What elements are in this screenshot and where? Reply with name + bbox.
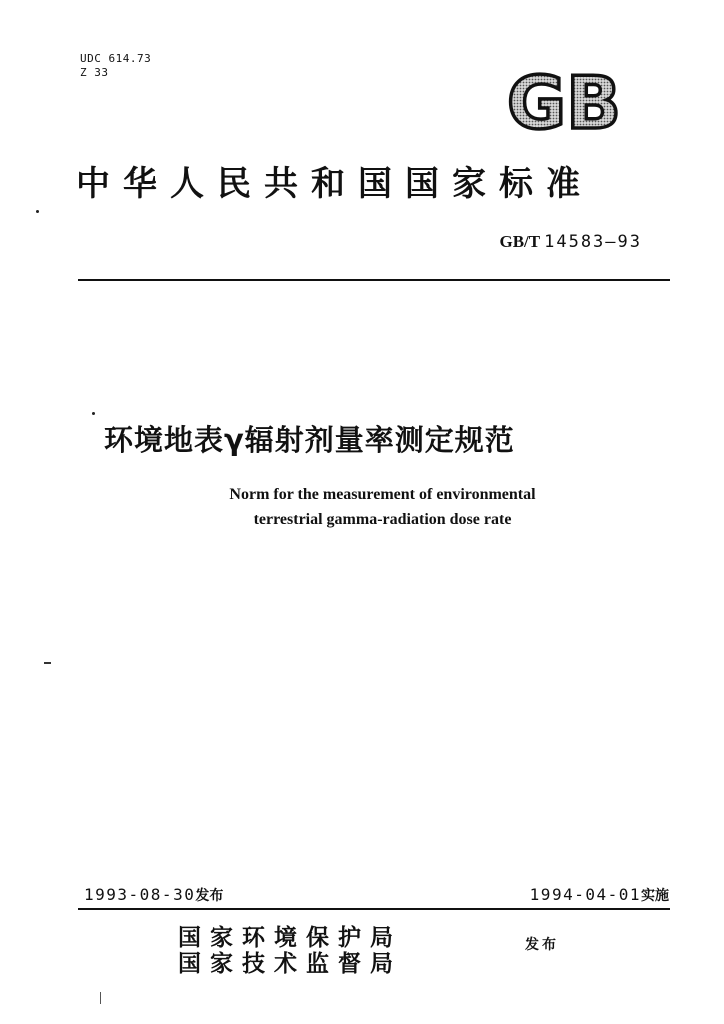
standard-prefix: GB/T [499, 232, 541, 251]
implement-date-block [530, 885, 669, 905]
scan-mark [44, 662, 51, 664]
scan-speck [36, 210, 39, 213]
gb-logo [498, 66, 630, 134]
udc-code: UDC 614.73 [80, 52, 152, 65]
standard-number [499, 232, 642, 252]
title-en-line1: Norm for the measurement of environmental [229, 486, 536, 503]
page-title: 中华人民共和国国家标准 [76, 164, 593, 204]
footer-divider [78, 908, 670, 910]
publish-label: 发布 [195, 888, 224, 904]
classification-block [80, 52, 151, 80]
issuer-line1: 国家环境保护局 [178, 924, 402, 951]
implement-date: 1994-04-01 [529, 885, 641, 904]
scan-speck [92, 412, 95, 415]
issue-label: 发布 [525, 937, 559, 953]
publish-date-block [84, 885, 223, 905]
document-title-cn: 环境地表γ辐射剂量率测定规范 [104, 423, 515, 457]
publish-date: 1993-08-30 [84, 885, 196, 904]
gb-logo-text: GB [507, 66, 621, 134]
class-code: Z 33 [80, 66, 109, 79]
issuing-authorities [178, 925, 402, 977]
implement-label: 实施 [641, 888, 669, 904]
title-en-line2: terrestrial gamma-radiation dose rate [253, 511, 512, 528]
document-title-en [110, 482, 655, 532]
scan-mark [100, 992, 101, 1004]
standard-code: 14583—93 [544, 232, 642, 252]
header-divider [78, 279, 670, 281]
issuer-line2: 国家技术监督局 [178, 950, 402, 977]
